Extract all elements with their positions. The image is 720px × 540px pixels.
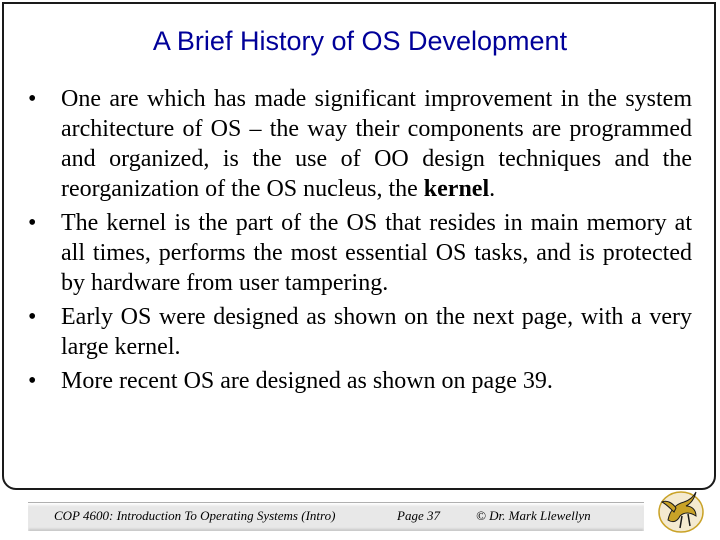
- bullet-text-end: .: [489, 176, 496, 202]
- footer-author: © Dr. Mark Llewellyn: [476, 508, 591, 523]
- bullet-text: More recent OS are designed as shown on page 39.: [61, 368, 553, 394]
- bullet-marker: •: [28, 368, 37, 394]
- bullet-marker: •: [28, 304, 37, 330]
- bullet-item: [24, 208, 692, 298]
- bullet-text: The kernel is the part of the OS that resides in main memory at all times, performs the most essential OS tasks, and is protected by hardware from user tampering.: [61, 210, 692, 296]
- footer-page-number: Page 37: [397, 508, 440, 523]
- bullet-text: Early OS were designed as shown on the next page, with a very large kernel.: [61, 304, 692, 360]
- bullet-list: [24, 84, 692, 400]
- kernel-term: kernel: [423, 176, 490, 202]
- bullet-item: [24, 84, 692, 204]
- pegasus-logo-icon: [656, 486, 706, 534]
- bullet-marker: •: [28, 210, 37, 236]
- slide-title: A Brief History of OS Development: [152, 26, 568, 56]
- bullet-text: One are which has made significant improvement in the system architecture of OS – the way their components are programmed and organized, is the use of OO design techniques and the reorganization of the OS nucleus, the: [61, 86, 692, 202]
- footer-course: COP 4600: Introduction To Operating Systems (Intro): [54, 508, 336, 523]
- bullet-marker: •: [28, 86, 37, 112]
- bullet-item: [24, 302, 692, 362]
- bullet-item: [24, 366, 692, 396]
